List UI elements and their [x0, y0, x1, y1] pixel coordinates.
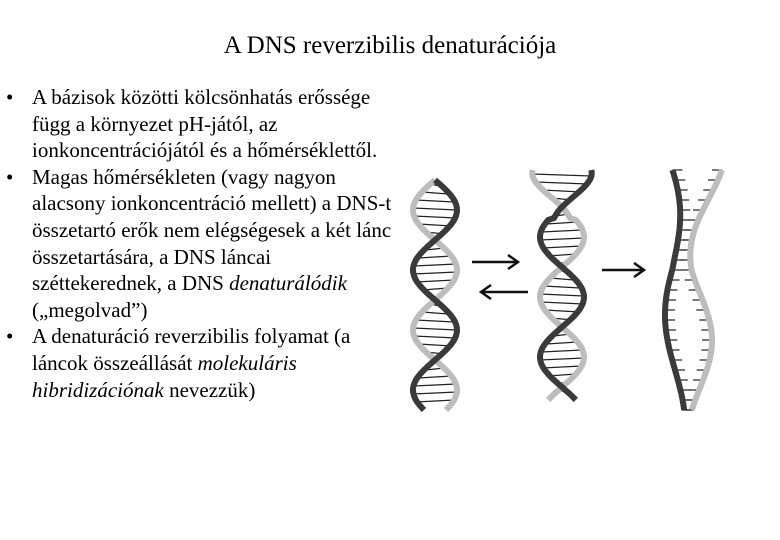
bullet-text: Magas hőmérsékleten (vagy nagyon alacsony ionkoncentráció mellett) a DNS-t összetartó erők nem elégségesek a két lánc összetartására, a DNS láncai széttekerednek, a DNS	[32, 164, 392, 296]
base-pair-rung	[413, 392, 457, 394]
bullet-item-2	[6, 164, 401, 324]
arrow-right-icon	[472, 255, 518, 269]
arrow-right-icon	[602, 263, 644, 277]
base-pair-rung	[414, 384, 456, 386]
base-pair-rung	[413, 272, 457, 274]
base-pair-rung	[414, 264, 456, 266]
base-pair-rung	[413, 328, 457, 330]
base-pair-rung	[416, 280, 454, 282]
bullet-item-3	[6, 323, 401, 403]
base-pair-rung	[540, 358, 584, 360]
page-title: A DNS reverzibilis denaturációja	[223, 32, 557, 59]
bullet-dot: •	[6, 324, 14, 349]
base-pair-rung	[541, 350, 582, 352]
bullet-list	[6, 84, 401, 403]
base-pair-rung	[416, 200, 454, 202]
base-pair-rung	[414, 216, 456, 218]
bullet-italic-term: molekuláris hibridizációnak	[32, 350, 297, 402]
bullet-item-1	[6, 84, 401, 164]
base-pair-rung	[419, 376, 452, 378]
base-pair-rung	[547, 342, 578, 344]
dna-double-helix-intact	[413, 180, 457, 410]
bullet-dot: •	[6, 164, 14, 189]
base-pair-rung	[542, 246, 581, 248]
bullet-text-end: nevezzük)	[163, 377, 256, 402]
bullet-text: A bázisok közötti kölcsönhatás erőssége függ a környezet pH-jától, az ionkoncentrációjától és a hőmérséklettől.	[32, 85, 378, 163]
base-pair-rung	[414, 336, 456, 338]
base-pair-rung	[419, 256, 452, 258]
bullet-dot: •	[6, 85, 14, 109]
base-pair-rung	[541, 230, 582, 232]
bullet-text: A denaturáció reverzibilis folyamat (a láncok összeállását	[32, 324, 351, 375]
base-pair-rung	[542, 366, 581, 368]
dna-denaturation-illustration	[400, 150, 780, 420]
dna-strands-separated	[665, 170, 722, 410]
dna-helix-partially-unwound	[532, 170, 591, 400]
bullet-text-end: („megolvad”)	[32, 297, 148, 322]
base-pair-rung	[547, 222, 578, 224]
base-pair-rung	[416, 320, 454, 322]
base-pair-rung	[540, 294, 583, 296]
arrow-left-icon	[481, 285, 528, 299]
base-pair-rung	[413, 208, 457, 210]
base-pair-rung	[541, 302, 584, 304]
base-pair-rung	[532, 174, 591, 176]
base-pair-rung	[544, 286, 581, 288]
base-pair-rung	[540, 238, 584, 240]
base-pair-rung	[416, 400, 454, 402]
bullet-italic-term: denaturálódik	[229, 271, 347, 296]
base-pair-rung	[536, 182, 589, 184]
